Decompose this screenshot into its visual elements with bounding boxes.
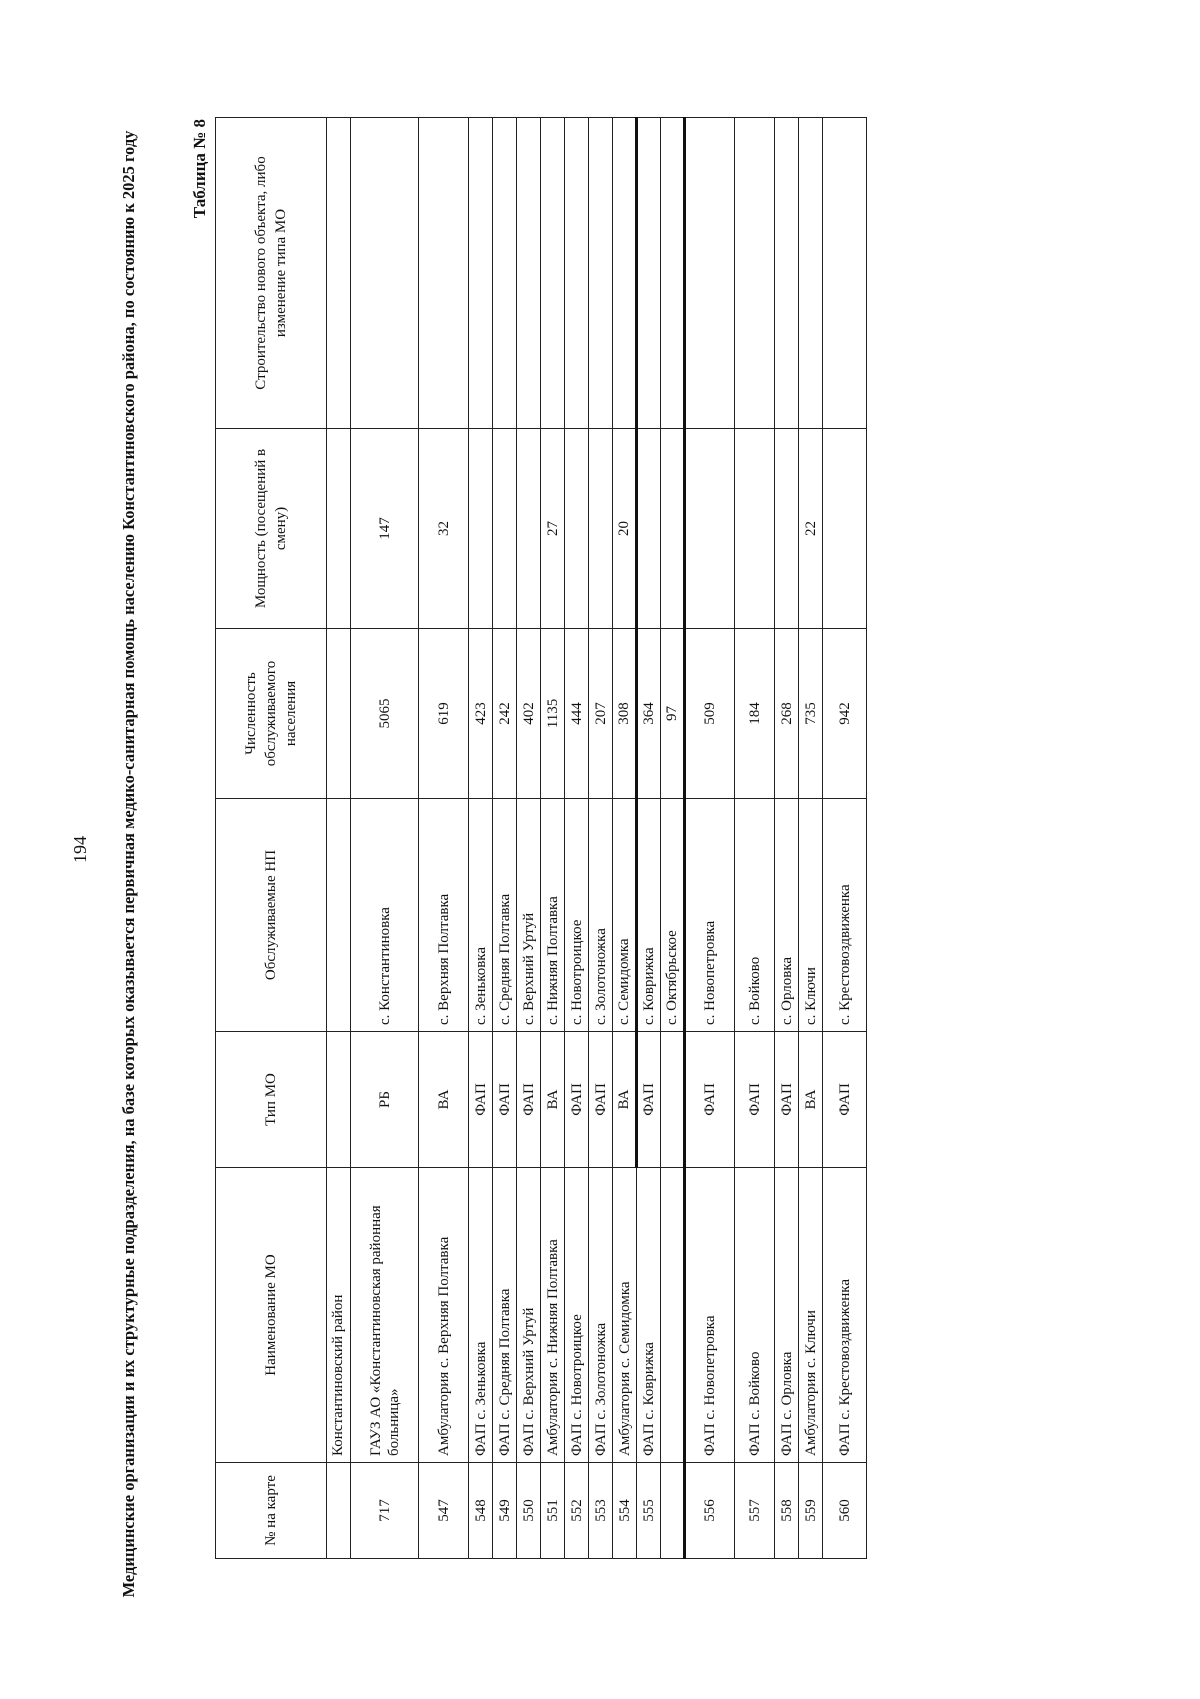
cell-capacity bbox=[685, 429, 735, 629]
document-title: Медицинские организации и их структурные подразделения, на базе которых оказывается первичная медико-санитарная помощь населению Константиновского района, по состоянию к 2025 году bbox=[119, 130, 138, 1598]
cell-served: с. Средняя Полтавка bbox=[493, 799, 517, 1032]
cell-name: ФАП с. Новопетровка bbox=[685, 1168, 735, 1463]
cell-type: ФАП bbox=[685, 1032, 735, 1168]
cell-name: ФАП с. Крестовоздвиженка bbox=[823, 1168, 867, 1463]
cell-construction bbox=[589, 118, 613, 429]
facilities-table bbox=[215, 117, 867, 1559]
cell-capacity bbox=[735, 429, 775, 629]
cell-served: с. Зеньковка bbox=[469, 799, 493, 1032]
cell-population: 509 bbox=[685, 629, 735, 799]
cell-name: ФАП с. Золотоножка bbox=[589, 1168, 613, 1463]
header-name: Наименование МО bbox=[216, 1168, 327, 1463]
header-served: Обслуживаемые НП bbox=[216, 799, 327, 1032]
cell-population: 444 bbox=[565, 629, 589, 799]
cell-capacity bbox=[589, 429, 613, 629]
table-row bbox=[799, 118, 823, 1559]
cell-served: с. Верхний Уртуй bbox=[517, 799, 541, 1032]
cell-type: ВА bbox=[613, 1032, 637, 1168]
cell-population: 97 bbox=[661, 629, 685, 799]
cell-num: 548 bbox=[469, 1463, 493, 1559]
cell-type: ФАП bbox=[637, 1032, 661, 1168]
table-row bbox=[823, 118, 867, 1559]
cell-num: 554 bbox=[613, 1463, 637, 1559]
table-row bbox=[493, 118, 517, 1559]
cell-name: ФАП с. Новотроицкое bbox=[565, 1168, 589, 1463]
cell-construction bbox=[661, 118, 685, 429]
cell-type: ФАП bbox=[565, 1032, 589, 1168]
cell-served: с. Октябрьское bbox=[661, 799, 685, 1032]
cell-name: Амбулатория с. Верхняя Полтавка bbox=[419, 1168, 469, 1463]
district-row bbox=[327, 118, 351, 1559]
cell-served: с. Орловка bbox=[775, 799, 799, 1032]
table-row bbox=[735, 118, 775, 1559]
cell-served: с. Новопетровка bbox=[685, 799, 735, 1032]
cell-name: ФАП с. Орловка bbox=[775, 1168, 799, 1463]
cell-type: ВА bbox=[419, 1032, 469, 1168]
table-number: Таблица № 8 bbox=[190, 119, 209, 219]
header-type: Тип МО bbox=[216, 1032, 327, 1168]
cell-type bbox=[661, 1032, 685, 1168]
cell-population: 184 bbox=[735, 629, 775, 799]
table-row bbox=[589, 118, 613, 1559]
cell-population: 207 bbox=[589, 629, 613, 799]
cell-population: 402 bbox=[517, 629, 541, 799]
cell-num bbox=[661, 1463, 685, 1559]
cell-name: ФАП с. Верхний Уртуй bbox=[517, 1168, 541, 1463]
cell-population: 308 bbox=[613, 629, 637, 799]
cell-capacity bbox=[469, 429, 493, 629]
cell-population: 735 bbox=[799, 629, 823, 799]
cell-construction bbox=[469, 118, 493, 429]
cell-construction bbox=[735, 118, 775, 429]
cell-name: ФАП с. Коврижка bbox=[637, 1168, 661, 1463]
cell-type: ФАП bbox=[775, 1032, 799, 1168]
table-row bbox=[541, 118, 565, 1559]
cell-type: ВА bbox=[799, 1032, 823, 1168]
cell-construction bbox=[517, 118, 541, 429]
cell-population: 619 bbox=[419, 629, 469, 799]
cell-served: с. Константиновка bbox=[351, 799, 419, 1032]
cell-capacity: 22 bbox=[799, 429, 823, 629]
cell-served: с. Ключи bbox=[799, 799, 823, 1032]
table-body bbox=[327, 118, 867, 1559]
cell-capacity bbox=[661, 429, 685, 629]
cell-num: 558 bbox=[775, 1463, 799, 1559]
cell-num: 549 bbox=[493, 1463, 517, 1559]
table-row bbox=[469, 118, 493, 1559]
cell-capacity: 147 bbox=[351, 429, 419, 629]
cell-construction bbox=[419, 118, 469, 429]
header-capacity: Мощность (посещений в смену) bbox=[216, 429, 327, 629]
cell-served: с. Крестовоздвиженка bbox=[823, 799, 867, 1032]
cell-served: с. Верхняя Полтавка bbox=[419, 799, 469, 1032]
header-population: Численность обслуживаемого населения bbox=[216, 629, 327, 799]
cell-type: ФАП bbox=[493, 1032, 517, 1168]
cell-construction bbox=[823, 118, 867, 429]
cell-population: 364 bbox=[637, 629, 661, 799]
cell-population: 1135 bbox=[541, 629, 565, 799]
cell-capacity bbox=[637, 429, 661, 629]
cell-population: 268 bbox=[775, 629, 799, 799]
cell-construction bbox=[685, 118, 735, 429]
cell-served: с. Новотроицкое bbox=[565, 799, 589, 1032]
cell-type: ФАП bbox=[469, 1032, 493, 1168]
cell-population: 5065 bbox=[351, 629, 419, 799]
cell-capacity: 32 bbox=[419, 429, 469, 629]
cell-capacity bbox=[823, 429, 867, 629]
cell-capacity: 27 bbox=[541, 429, 565, 629]
page-number: 194 bbox=[70, 836, 90, 863]
cell-name: ФАП с. Средняя Полтавка bbox=[493, 1168, 517, 1463]
cell-type: ВА bbox=[541, 1032, 565, 1168]
cell-num: 717 bbox=[351, 1463, 419, 1559]
cell-construction bbox=[493, 118, 517, 429]
table-row bbox=[775, 118, 799, 1559]
cell-construction bbox=[637, 118, 661, 429]
table-row bbox=[637, 118, 661, 1559]
cell-served: с. Нижняя Полтавка bbox=[541, 799, 565, 1032]
cell-name: ФАП с. Войково bbox=[735, 1168, 775, 1463]
table-row bbox=[613, 118, 637, 1559]
table-row bbox=[685, 118, 735, 1559]
cell-construction bbox=[613, 118, 637, 429]
table-row bbox=[565, 118, 589, 1559]
cell-population: 423 bbox=[469, 629, 493, 799]
header-num: № на карте bbox=[216, 1463, 327, 1559]
table-row bbox=[661, 118, 685, 1559]
cell-num: 559 bbox=[799, 1463, 823, 1559]
table-row bbox=[351, 118, 419, 1559]
cell-name: Амбулатория с. Семидомка bbox=[613, 1168, 637, 1463]
cell-capacity bbox=[565, 429, 589, 629]
cell-num: 552 bbox=[565, 1463, 589, 1559]
cell-num: 553 bbox=[589, 1463, 613, 1559]
cell-served: с. Семидомка bbox=[613, 799, 637, 1032]
cell-type: ФАП bbox=[589, 1032, 613, 1168]
cell-capacity: 20 bbox=[613, 429, 637, 629]
cell-served: с. Войково bbox=[735, 799, 775, 1032]
header-construction: Строительство нового объекта, либо изменение типа МО bbox=[216, 118, 327, 429]
cell-num: 550 bbox=[517, 1463, 541, 1559]
cell-construction bbox=[799, 118, 823, 429]
cell-type: РБ bbox=[351, 1032, 419, 1168]
cell-num: 555 bbox=[637, 1463, 661, 1559]
cell-type: ФАП bbox=[735, 1032, 775, 1168]
cell-num: 551 bbox=[541, 1463, 565, 1559]
cell-construction bbox=[541, 118, 565, 429]
table-header-row bbox=[216, 118, 327, 1559]
cell-num: 547 bbox=[419, 1463, 469, 1559]
cell-name: Амбулатория с. Нижняя Полтавка bbox=[541, 1168, 565, 1463]
cell-construction bbox=[565, 118, 589, 429]
cell-name bbox=[661, 1168, 685, 1463]
cell-name: ФАП с. Зеньковка bbox=[469, 1168, 493, 1463]
cell-capacity bbox=[493, 429, 517, 629]
cell-population: 242 bbox=[493, 629, 517, 799]
cell-name: Амбулатория с. Ключи bbox=[799, 1168, 823, 1463]
cell-served: с. Коврижка bbox=[637, 799, 661, 1032]
cell-num: 557 bbox=[735, 1463, 775, 1559]
table-row bbox=[517, 118, 541, 1559]
cell-type: ФАП bbox=[517, 1032, 541, 1168]
cell-num: 560 bbox=[823, 1463, 867, 1559]
cell-capacity bbox=[775, 429, 799, 629]
district-name: Константиновский район bbox=[327, 1168, 351, 1463]
cell-population: 942 bbox=[823, 629, 867, 799]
cell-construction bbox=[351, 118, 419, 429]
table-row bbox=[419, 118, 469, 1559]
cell-num: 556 bbox=[685, 1463, 735, 1559]
cell-construction bbox=[775, 118, 799, 429]
cell-served: с. Золотоножка bbox=[589, 799, 613, 1032]
cell-type: ФАП bbox=[823, 1032, 867, 1168]
cell-name: ГАУЗ АО «Константиновская районная больница» bbox=[351, 1168, 419, 1463]
cell-capacity bbox=[517, 429, 541, 629]
